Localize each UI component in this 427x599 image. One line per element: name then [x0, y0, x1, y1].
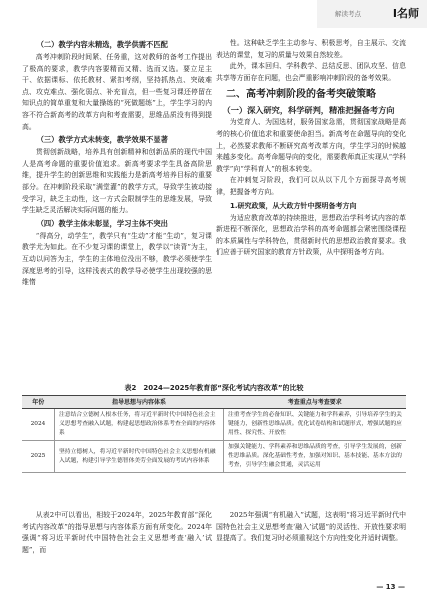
paragraph: 为适应教育改革的持续推进，思想政治学科考试内容的革新进程不断深化，思想政治学科的高考命题都会紧密围绕课程的本质属性与学科特色，贯彻新时代的思想政治教育要求。我们应善于研究国家的教育方针政策，从中探明备考方向。 [216, 213, 406, 257]
header-year: 年份 [22, 396, 55, 409]
cell-guide: 坚持立德树人，将习近平新时代中国特色社会主义思想有机融入试题，构建引导学生德智体美劳全面发展的考试内容体系 [55, 441, 224, 473]
page-header [0, 0, 427, 30]
paragraph: 为党育人、为国选材，服务国家急需，贯彻国家战略是高考的核心价值追求和重要使命担当。新高考在命题导向的变化上，必然要求教师不断研究高考改革方向，学生学习的时候越来越多变化。高考命题导向的变化，需要教师真正实现从“学科教学”向“学科育人”的根本转变。 [216, 118, 406, 173]
header-brand: I名师 [392, 7, 419, 20]
comparison-table [22, 395, 406, 473]
section-heading: （三）教学方式未转变，教学效果不显著 [36, 135, 168, 145]
comparison-table-block [22, 383, 406, 473]
header-guide: 指导思想与内容体系 [55, 396, 224, 409]
header-focus: 考查重点与考查要求 [224, 396, 407, 409]
section-heading: （二）教学内容未精选，教学供需不匹配 [36, 40, 168, 49]
paragraph: 此外，课本回归、学科教学、总结反思、团队攻坚、信息共享等方面存在问题，也会严重影响冲刺阶段的备考效果。 [216, 62, 406, 82]
right-column [216, 38, 406, 259]
subsection-heading: （一）深入研究，科学研判，精准把握备考方向 [222, 105, 395, 116]
bottom-right-text [216, 510, 406, 545]
header-section-label: 解读考点 [335, 10, 361, 18]
paragraph: 2025年强调“有机融入”试题，这表明“将习近平新时代中国特色社会主义思想考查‘融入’试题”的灵活性、开放性要求明显提高了。我们复习时必须重视这个方向性变化并适时调整。 [216, 511, 406, 543]
paragraph: “得高分，动学生”，教学只有“生动”才能“生动”，复习课教学尤为如此。在不少复习课的课堂上，教学以“读背”为主，互动以问答为主，学生的主体地位没出不够，教学必须使学生深度思考的引导，这样浅表式的教学导必使学生出现较强的思维惰 [22, 231, 212, 287]
paragraph: 性。这种缺乏学生主动参与、积极思考，自主展示、交流表达的课堂，复习的质量与效果自然较差。 [216, 39, 406, 59]
table-caption: 表2 2024—2025年教育部“深化考试内容改革”的比较 [124, 384, 304, 392]
table-row [22, 409, 406, 441]
chapter-heading: 二、高考冲刺阶段的备考突破策略 [226, 89, 376, 101]
table-header-row [22, 396, 406, 409]
paragraph: 高考冲刺阶段时间紧、任务重，这对教师的备考工作提出了极高的要求，教学内容要精而又精、选而又选。要立足主干、依据课标、依托教材、紧扣考纲，坚持抓热点、突破难点、攻克难点、强化弱点、补充盲点，但一些复习课还停留在知识点的简单重复和大量操练的“死做题练”上，学生学习的内容不符合新高考的改革方向和考查需要，思维品质没有得到提高。 [22, 53, 212, 131]
left-column [22, 38, 212, 289]
section-heading: （四）教学主体未彰显，学习主体不突出 [36, 218, 168, 228]
cell-year: 2025 [22, 441, 55, 473]
paragraph: 在冲刺复习阶段，我们可以从以下几个方面探寻高考规律，把握备考方向。 [216, 176, 406, 196]
table-row [22, 441, 406, 473]
cell-guide: 注意结合立德树人根本任务，将习近平新时代中国特色社会主义思想考查融入试题，构建起思想政治体系考查全面的内容体系 [55, 409, 224, 441]
cell-year: 2024 [22, 409, 55, 441]
paragraph: 贯彻创新战略，培养具有创新精神和创新品质的现代中国人是高考命题的重要价值追求。新高考要求学生具备高阶思维，提升学生的创新思维和实践能力是新高考培养目标的重要部分。在冲刺阶段采取“满堂灌”的教学方式，导致学生被动接受学习，缺乏主动性，这一方式会限制学生的思维发展，导致学生缺乏灵活解决实际问题的能力。 [22, 148, 212, 215]
cell-focus: 加强关键能力、学科素养和思维品质的考查，引导学生发展的，创新性思维品质。深化基础性考查，加强对知识、基本技能、基本方法的考查，引导学生融会贯通，灵活运用 [224, 441, 407, 473]
cell-focus: 注重考查学生的必备知识、关键能力和学科素养，引导培养学生的关键能力，创新性思维品质。优化试卷结构和试题形式，增强试题的应用性、探究性、开放性 [224, 409, 407, 441]
bottom-left-text [22, 510, 212, 556]
paragraph: 从表2中可以看出，相较于2024年，2025年教育部“深化考试内容改革”的指导思想与内容体系方面有所变化。2024年强调“将习近平新时代中国特色社会主义思想考查‘融入’试题”，而 [22, 511, 212, 554]
point-heading: 1.研究政策，从大政方针中探明备考方向 [230, 201, 357, 210]
page-number: — 13 — [376, 583, 405, 591]
